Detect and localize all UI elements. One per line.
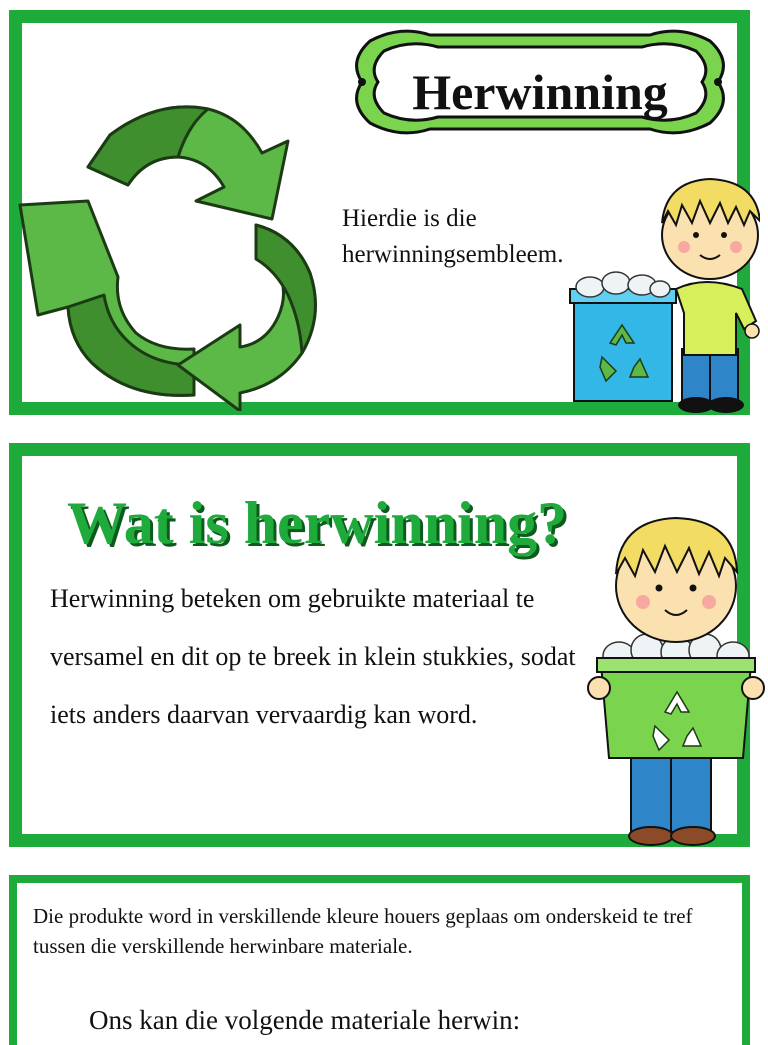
materials-intro-text: Die produkte word in verskillende kleure houers geplaas om onderskeid te tref tussen die verskillende herwinbare materiale. bbox=[33, 904, 693, 958]
materials-card bbox=[9, 875, 750, 1045]
recycle-emblem-icon bbox=[18, 95, 330, 411]
definition-heading: Wat is herwinning? bbox=[67, 490, 568, 556]
boy-with-green-basket-illustration bbox=[585, 512, 767, 850]
emblem-caption: Hierdie is die herwinningsembleem. bbox=[342, 205, 564, 268]
boy-with-blue-bin-illustration bbox=[560, 171, 760, 415]
page-title: Herwinning bbox=[412, 64, 668, 120]
intro-card bbox=[9, 10, 750, 415]
materials-list-lead: Ons kan die volgende materiale herwin: bbox=[89, 1005, 521, 1035]
definition-text: Herwinning beteken om gebruikte materiaal te versamel en dit op te breek in klein stukkies, sodat iets anders daarvan vervaardig kan word. bbox=[50, 584, 576, 729]
definition-card bbox=[9, 443, 750, 847]
